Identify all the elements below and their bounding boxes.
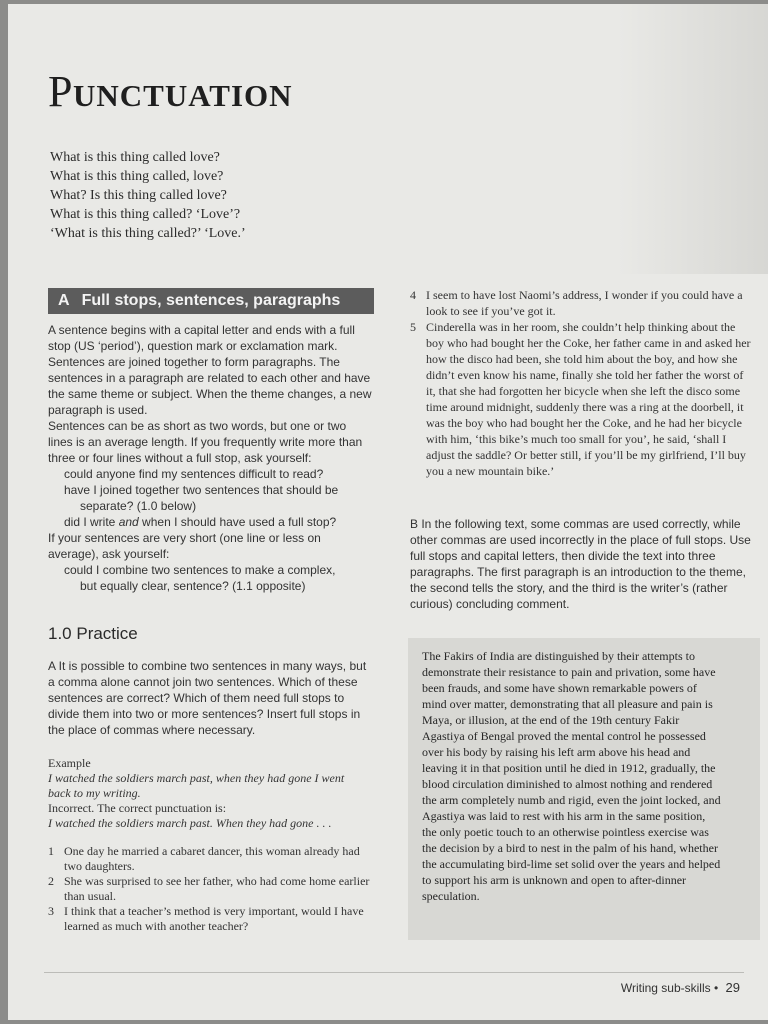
poem-line: What is this thing called love?	[50, 150, 220, 165]
show-through-shadow	[618, 4, 768, 274]
item-text: One day he married a cabaret dancer, this woman already had two daughters.	[64, 844, 360, 873]
item-text: Cinderella was in her room, she couldn’t help thinking about the boy who had bought her the Coke, her father came in and asked her how the disco had been, she told him about the boy, and how she didn’t even know his name, finally she told her father the worst of it, that she had forgotten her bicycle when she left the disco some time around midnight, suddenly there was a ring at the doorbell, it was the boy who had bought her the Coke, and he had her bicycle with him, ‘this bike’s much too small for you’, he said, ‘shall I adjust the saddle? Or better still, if you’ll be my girlfriend, I’ll buy you a new mountain bike.’	[426, 320, 751, 478]
epigraph-poem	[50, 148, 246, 243]
section-letter: A	[58, 292, 70, 309]
intro-paragraph-2: Sentences can be as short as two words, but one or two lines is an average length. If you frequently write more than three or four lines without a full stop, ask yourself:	[48, 419, 363, 465]
poem-line: What? Is this thing called love?	[50, 188, 227, 203]
page-title	[48, 66, 293, 117]
example-sentence: I watched the soldiers march past, when they had gone I went back to my writing.	[48, 771, 345, 800]
item-number: 3	[48, 904, 54, 918]
part-b-instructions: B In the following text, some commas are used correctly, while other commas are used incorrectly in the place of full stops. Use full stops and capital letters, then divide the text into three paragraphs. The first paragraph is an introduction to the theme, the second tells the story, and the third is the writer’s (rather curious) concluding comment.	[410, 517, 751, 611]
exercise-item	[48, 874, 370, 904]
exercise-item	[48, 844, 370, 874]
title-rest: UNCTUATION	[72, 78, 293, 113]
practice-instructions: A It is possible to combine two sentences in many ways, but a comma alone cannot join two sentences. Which of these sentences are correct? Which of them need full stops to divide them into two or more sentences? Insert full stops in the place of commas where necessary.	[48, 659, 367, 737]
question-4-cont: but equally clear, sentence? (1.1 opposite)	[80, 579, 306, 593]
item-text: I think that a teacher’s method is very important, would I have learned as much with another teacher?	[64, 904, 364, 933]
poem-line: ‘What is this thing called?’ ‘Love.’	[50, 226, 246, 241]
title-initial: P	[48, 67, 73, 116]
question-3	[48, 514, 372, 530]
intro-paragraph-3: If your sentences are very short (one line or less on average), ask yourself:	[48, 531, 321, 561]
item-text: I seem to have lost Naomi’s address, I wonder if you could have a look to see if you’ve got it.	[426, 288, 743, 318]
poem-line: What is this thing called, love?	[50, 169, 224, 184]
q3-emphasis: and	[118, 515, 139, 529]
item-number: 4	[410, 288, 416, 302]
practice-heading: 1.0 Practice	[48, 624, 138, 643]
q3-post: when I should have used a full stop?	[138, 515, 337, 529]
page-footer	[621, 980, 740, 995]
exercise-list-right	[410, 287, 756, 479]
fakir-passage: The Fakirs of India are distinguished by their attempts to demonstrate their resistance to pain and privation, some have been frauds, and some have shown remarkable powers of mind over matter, demonstrating that all pleasure and pain is Maya, or illusion, at the end of the 19th century Fakir Agastiya of Bengal proved the mental control he possessed over his body by raising his left arm above his head and leaving it in that position until he died in 1912, gradually, the blood circulation diminished to almost nothing and rendered the arm completely numb and rigid, even the joint locked, and Agastiya was laid to rest with his arm in the same position, the only poetic touch to an otherwise pointless exercise was the decision by a bird to nest in the palm of his hand, whether the accumulating bird-lime set solid over the years and helped to support his arm is unknown and open to after-dinner speculation.	[422, 649, 721, 903]
footer-section: Writing sub-skills	[620, 981, 711, 995]
section-a-heading	[48, 288, 374, 314]
exercise-item	[410, 287, 756, 319]
q3-pre: did I write	[64, 515, 119, 529]
poem-line: What is this thing called? ‘Love’?	[50, 207, 241, 222]
item-number: 5	[410, 320, 416, 334]
footer-rule	[44, 972, 744, 973]
example-verdict: Incorrect. The correct punctuation is:	[48, 801, 227, 815]
question-2-cont: separate? (1.0 below)	[80, 499, 197, 513]
exercise-list-left	[48, 844, 370, 934]
item-number: 2	[48, 874, 54, 888]
item-text: She was surprised to see her father, who had come home earlier than usual.	[64, 874, 370, 903]
example-label: Example	[48, 756, 91, 770]
item-number: 1	[48, 844, 54, 858]
page-number: 29	[725, 980, 740, 995]
example-block	[48, 756, 368, 831]
exercise-item	[48, 904, 370, 934]
footer-bullet: •	[713, 981, 719, 995]
question-4: could I combine two sentences to make a complex,	[64, 563, 336, 577]
exercise-item	[410, 319, 756, 479]
intro-paragraph-1: A sentence begins with a capital letter and ends with a full stop (US ‘period’), question mark or exclamation mark. Sentences are joined together to form paragraphs. The sentences in a paragraph are related to each other and have the same theme or subject. When the theme changes, a new paragraph is used.	[48, 323, 372, 417]
question-2: have I joined together two sentences that should be	[64, 483, 339, 497]
example-correction: I watched the soldiers march past. When they had gone . . .	[48, 816, 332, 830]
intro-text	[48, 322, 372, 594]
section-heading-text: Full stops, sentences, paragraphs	[81, 292, 341, 309]
question-1: could anyone find my sentences difficult to read?	[64, 467, 324, 481]
